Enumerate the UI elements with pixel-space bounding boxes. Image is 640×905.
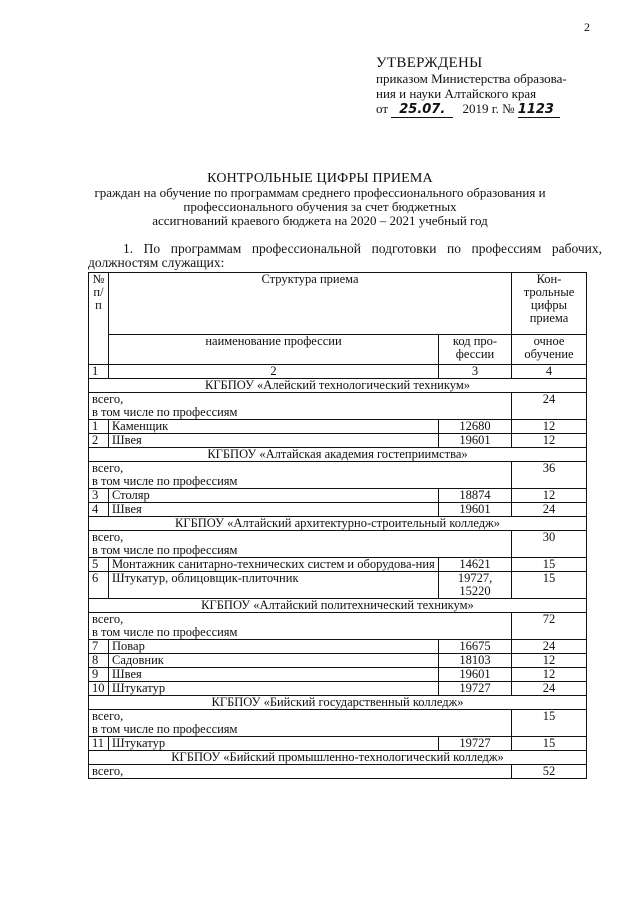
column-number-1: 1 xyxy=(89,365,109,379)
section-intro xyxy=(88,242,602,270)
admission-count: 24 xyxy=(512,682,587,696)
including-label: в том числе по профессиям xyxy=(92,543,238,557)
row-number: 8 xyxy=(89,654,109,668)
admission-count: 12 xyxy=(512,489,587,503)
admission-count: 15 xyxy=(512,572,587,599)
institution-total-value: 52 xyxy=(512,765,587,779)
total-label: всего, xyxy=(92,530,124,544)
including-label: в том числе по профессиям xyxy=(92,405,238,419)
header-profession-name: наименование профессии xyxy=(109,335,439,365)
institution-total-row xyxy=(89,710,587,737)
institution-total-label xyxy=(89,531,512,558)
including-label: в том числе по профессиям xyxy=(92,474,238,488)
profession-row xyxy=(89,654,587,668)
profession-code: 19727 xyxy=(439,737,512,751)
row-number: 6 xyxy=(89,572,109,599)
admission-count: 12 xyxy=(512,654,587,668)
institution-total-value: 72 xyxy=(512,613,587,640)
row-number: 11 xyxy=(89,737,109,751)
institution-name: КГБПОУ «Алейский технологический техникум» xyxy=(89,379,587,393)
total-label: всего, xyxy=(92,461,124,475)
institution-name: КГБПОУ «Алтайский архитектурно-строительный колледж» xyxy=(89,517,587,531)
row-number: 4 xyxy=(89,503,109,517)
profession-code: 19727 xyxy=(439,682,512,696)
column-number-4: 4 xyxy=(512,365,587,379)
profession-name: Повар xyxy=(109,640,439,654)
section-intro-line-1: 1. По программам профессиональной подготовки по профессиям рабочих, xyxy=(123,241,602,256)
row-number: 3 xyxy=(89,489,109,503)
institution-total-label xyxy=(89,393,512,420)
profession-code: 12680 xyxy=(439,420,512,434)
institution-row xyxy=(89,517,587,531)
profession-row xyxy=(89,572,587,599)
profession-row xyxy=(89,434,587,448)
admission-count: 12 xyxy=(512,434,587,448)
institution-total-label xyxy=(89,765,512,779)
profession-row xyxy=(89,640,587,654)
institution-name: КГБПОУ «Бийский государственный колледж» xyxy=(89,696,587,710)
profession-code: 18103 xyxy=(439,654,512,668)
institution-total-label xyxy=(89,710,512,737)
profession-name: Столяр xyxy=(109,489,439,503)
document-subtitle-1: граждан на обучение по программам среднего профессионального образования и xyxy=(94,185,546,200)
including-label: в том числе по профессиям xyxy=(92,722,238,736)
profession-name: Монтажник санитарно-технических систем и оборудова-ния xyxy=(109,558,439,572)
profession-code: 19601 xyxy=(439,434,512,448)
profession-code: 19601 xyxy=(439,668,512,682)
row-number: 9 xyxy=(89,668,109,682)
column-number-row xyxy=(89,365,587,379)
profession-code: 19727, 15220 xyxy=(439,572,512,599)
header-profession-code: код про-фессии xyxy=(439,335,512,365)
institution-row xyxy=(89,448,587,462)
document-subtitle-3: ассигнований краевого бюджета на 2020 – 2021 учебный год xyxy=(152,213,488,228)
profession-row xyxy=(89,668,587,682)
row-number: 5 xyxy=(89,558,109,572)
profession-name: Садовник xyxy=(109,654,439,668)
approval-stamp xyxy=(376,56,594,118)
institution-total-label xyxy=(89,462,512,489)
header-full-time: очное обучение xyxy=(512,335,587,365)
profession-name: Штукатур xyxy=(109,682,439,696)
total-label: всего, xyxy=(92,612,124,626)
document-title-block xyxy=(60,172,580,228)
institution-row xyxy=(89,599,587,613)
institution-total-row xyxy=(89,462,587,489)
row-number: 10 xyxy=(89,682,109,696)
profession-name: Швея xyxy=(109,434,439,448)
institution-total-row xyxy=(89,531,587,558)
total-label: всего, xyxy=(92,764,124,778)
institution-total-row xyxy=(89,393,587,420)
document-subtitle-2: профессионального обучения за счет бюджетных xyxy=(183,199,457,214)
profession-code: 18874 xyxy=(439,489,512,503)
institution-total-value: 30 xyxy=(512,531,587,558)
institution-total-value: 15 xyxy=(512,710,587,737)
profession-row xyxy=(89,420,587,434)
profession-name: Штукатур xyxy=(109,737,439,751)
row-number: 1 xyxy=(89,420,109,434)
admission-count: 24 xyxy=(512,503,587,517)
profession-row xyxy=(89,503,587,517)
institution-total-label xyxy=(89,613,512,640)
header-row-2 xyxy=(89,335,587,365)
profession-code: 14621 xyxy=(439,558,512,572)
institution-total-value: 36 xyxy=(512,462,587,489)
header-structure: Структура приема xyxy=(109,273,512,335)
column-number-3: 3 xyxy=(439,365,512,379)
admission-count: 15 xyxy=(512,737,587,751)
including-label: в том числе по профессиям xyxy=(92,625,238,639)
institution-row xyxy=(89,379,587,393)
approval-line-2: ния и науки Алтайского края xyxy=(376,86,537,101)
profession-code: 19601 xyxy=(439,503,512,517)
admission-count: 12 xyxy=(512,668,587,682)
profession-name: Швея xyxy=(109,503,439,517)
institution-name: КГБПОУ «Алтайский политехнический техникум» xyxy=(89,599,587,613)
total-label: всего, xyxy=(92,392,124,406)
approval-number-handwritten: 1123 xyxy=(518,102,560,118)
admission-count: 15 xyxy=(512,558,587,572)
approval-date-prefix: от xyxy=(376,101,389,116)
institution-name: КГБПОУ «Алтайская академия гостеприимства» xyxy=(89,448,587,462)
header-row-1 xyxy=(89,273,587,335)
column-number-2: 2 xyxy=(109,365,439,379)
profession-row xyxy=(89,489,587,503)
section-intro-line-2: должностям служащих: xyxy=(88,255,225,270)
profession-row xyxy=(89,682,587,696)
approval-line-1: приказом Министерства образова- xyxy=(376,71,567,86)
row-number: 7 xyxy=(89,640,109,654)
header-control: Кон-трольные цифры приема xyxy=(512,273,587,335)
admission-table-body xyxy=(89,273,587,779)
approval-date-handwritten: 25.07. xyxy=(391,102,453,118)
institution-name: КГБПОУ «Бийский промышленно-технологический колледж» xyxy=(89,751,587,765)
approval-year: 2019 г. № xyxy=(462,101,515,116)
institution-total-value: 24 xyxy=(512,393,587,420)
total-label: всего, xyxy=(92,709,124,723)
profession-code: 16675 xyxy=(439,640,512,654)
institution-row xyxy=(89,696,587,710)
approval-date-line xyxy=(376,101,594,118)
document-title: КОНТРОЛЬНЫЕ ЦИФРЫ ПРИЕМА xyxy=(207,171,433,186)
page-number: 2 xyxy=(584,20,590,34)
institution-total-row xyxy=(89,765,587,779)
header-num: № п/ п xyxy=(89,273,109,365)
profession-row xyxy=(89,737,587,751)
institution-row xyxy=(89,751,587,765)
admission-count: 24 xyxy=(512,640,587,654)
approval-title: УТВЕРЖДЕНЫ xyxy=(376,55,483,71)
profession-name: Каменщик xyxy=(109,420,439,434)
profession-name: Швея xyxy=(109,668,439,682)
admission-table xyxy=(88,272,587,779)
profession-row xyxy=(89,558,587,572)
admission-count: 12 xyxy=(512,420,587,434)
profession-name: Штукатур, облицовщик-плиточник xyxy=(109,572,439,599)
institution-total-row xyxy=(89,613,587,640)
row-number: 2 xyxy=(89,434,109,448)
